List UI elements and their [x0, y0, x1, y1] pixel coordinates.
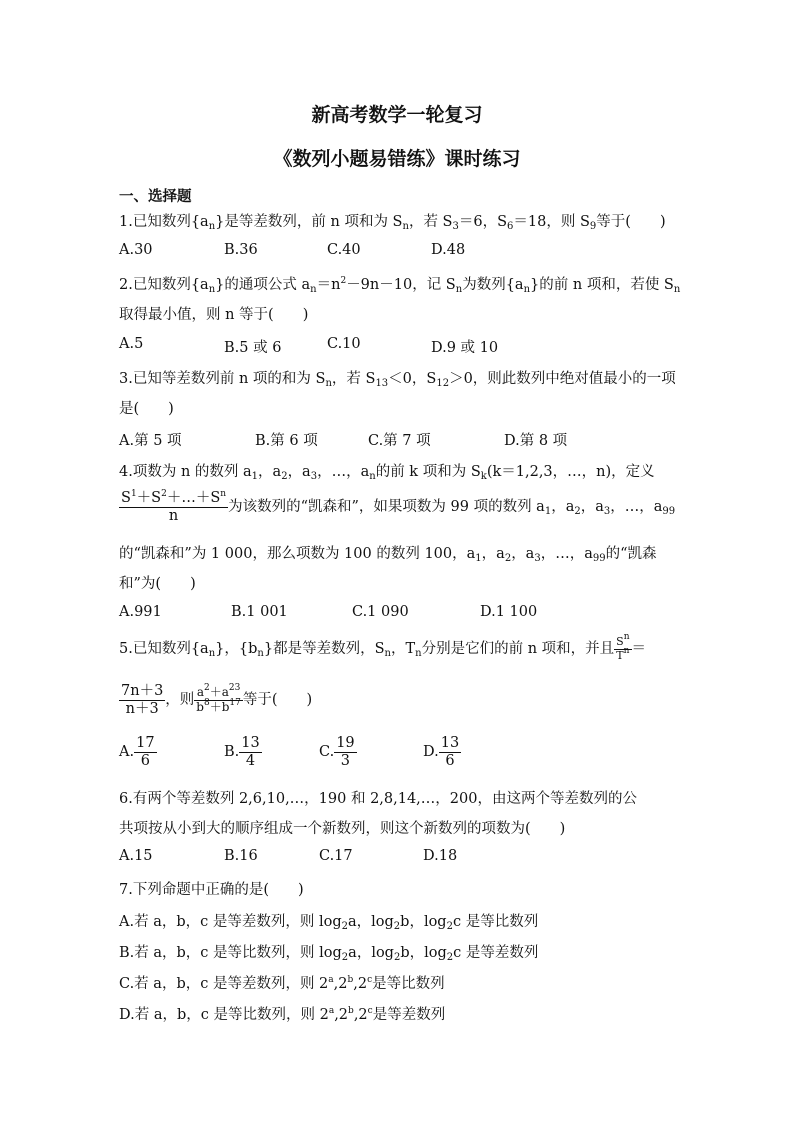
question-5-option-d: D. $\frac{13}{6}$ — [423, 735, 460, 769]
question-2-option-a: A.5 — [119, 336, 144, 352]
question-2-option-d: D.9 或 10 — [431, 340, 499, 356]
question-7-option-d: D.若 a，b，c 是等比数列，则 2$^a$,2$^b$,2$^c$是等差数列 — [119, 1006, 446, 1023]
question-3-stem-continued: 是( ) — [119, 401, 174, 417]
question-5-stem-continued: $\frac{7n+3}{n+3}$ ，则 $\frac{a^2+a^{23}}{b^8+b^{17}}$ 等于( ) — [121, 682, 313, 717]
question-4-option-c: C.1 090 — [352, 604, 409, 620]
question-2-stem: 2.已知数列$\{a_n\}$的通项公式 $a_n=n^2-9n-10$，记 $S_n$为数列$\{a_n\}$的前 n 项和，若使 $S_n$ — [119, 276, 681, 295]
sn-over-tn-fraction: $\frac{S^n}{T^n}$ — [616, 632, 630, 662]
question-4-option-b: B.1 001 — [231, 604, 288, 620]
question-2-option-c: C.10 — [327, 336, 361, 352]
question-2-stem-continued: 取得最小值，则 n 等于( ) — [119, 307, 309, 323]
question-1-option-b: B.36 — [224, 242, 258, 258]
document-title: 新高考数学一轮复习 — [311, 104, 483, 126]
target-ratio-fraction: $\frac{a^2+a^{23}}{b^8+b^{17}}$ — [196, 682, 241, 714]
ratio-fraction: $\frac{7n+3}{n+3}$ — [121, 683, 164, 717]
question-6-option-c: C.17 — [319, 848, 353, 864]
question-5-stem: 5.已知数列$\{a_n\}$，$\{b_n\}$都是等差数列，$S_n$，$T_n$分别是它们的前 n 项和，并且 $\frac{S^n}{T^n}$ ＝ — [119, 632, 647, 662]
question-3-option-c: C.第 7 项 — [368, 433, 431, 449]
question-4-definition-line: $\frac{S^1+S^2+\dots+S^n}{n}$ 为该数列的“凯森和”，如果项数为 99 项的数列 $a_1$，$a_2$，$a_3$，…，$a_{99}$ — [121, 489, 676, 524]
question-6-option-a: A.15 — [119, 848, 153, 864]
question-1-option-d: D.48 — [431, 242, 466, 258]
question-2-option-b: B.5 或 6 — [224, 340, 282, 356]
question-3-option-b: B.第 6 项 — [255, 433, 318, 449]
question-7-option-c: C.若 a，b，c 是等差数列，则 2$^a$,2$^b$,2$^c$是等比数列 — [119, 975, 445, 992]
section-heading: 一、选择题 — [119, 189, 192, 205]
question-4-stem-line-3: 的“凯森和”为 1 000，那么项数为 100 的数列 100，$a_1$，$a_2$，$a_3$，…，$a_{99}$的“凯森 — [119, 546, 657, 564]
document-subtitle: 《数列小题易错练》课时练习 — [273, 148, 521, 170]
question-5-option-c: C. $\frac{19}{3}$ — [319, 735, 355, 769]
question-7-stem: 7.下列命题中正确的是( ) — [119, 882, 304, 898]
question-1-stem: 1.已知数列$\{a_n\}$是等差数列，前 n 项和为 $S_n$，若 $S_3=6$，$S_6=18$，则 $S_9$等于( ) — [119, 214, 666, 232]
question-6-option-d: D.18 — [423, 848, 458, 864]
question-1-option-a: A.30 — [119, 242, 153, 258]
kaisen-sum-fraction: $\frac{S^1+S^2+\dots+S^n}{n}$ — [121, 489, 227, 524]
question-1-option-c: C.40 — [327, 242, 361, 258]
question-4-stem: 4.项数为 n 的数列 $a_1$，$a_2$，$a_3$，…，$a_n$的前 k 项和为 $S_k(k=1,2,3$，…，n)，定义 — [119, 464, 655, 482]
question-3-stem: 3.已知等差数列前 n 项的和为 $S_n$，若 $S_{13}<0$，$S_{12}>0$，则此数列中绝对值最小的一项 — [119, 371, 676, 389]
question-7-option-b: B.若 a，b，c 是等比数列，则 $\log_2a$，$\log_2b$，$\log_2c$ 是等差数列 — [119, 945, 539, 963]
question-3-option-a: A.第 5 项 — [119, 433, 182, 449]
question-4-option-d: D.1 100 — [480, 604, 538, 620]
question-7-option-a: A.若 a，b，c 是等差数列，则 $\log_2a$，$\log_2b$，$\log_2c$ 是等比数列 — [119, 914, 539, 932]
question-6-stem-continued: 共项按从小到大的顺序组成一个新数列，则这个新数列的项数为( ) — [119, 821, 566, 837]
question-4-stem-line-4: 和”为( ) — [119, 576, 196, 592]
question-6-stem: 6.有两个等差数列 2,6,10,…，190 和 2,8,14,…，200，由这两个等差数列的公 — [119, 791, 637, 807]
question-5-option-b: B. $\frac{13}{4}$ — [224, 735, 260, 769]
question-5-option-a: A. $\frac{17}{6}$ — [119, 735, 155, 769]
question-6-option-b: B.16 — [224, 848, 258, 864]
question-4-option-a: A.991 — [119, 604, 162, 620]
question-3-option-d: D.第 8 项 — [504, 433, 568, 449]
